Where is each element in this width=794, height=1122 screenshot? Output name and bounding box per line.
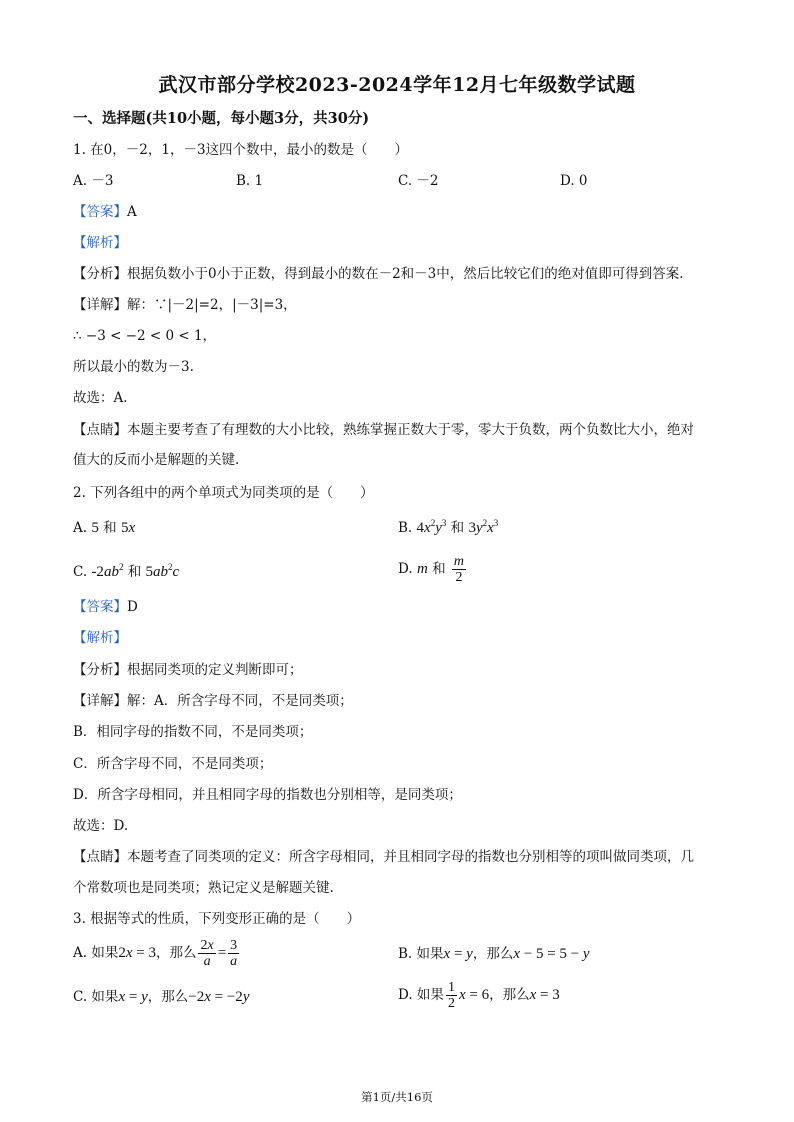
fenxi-text: 根据负数小于0小于正数，得到最小的数在－2和－3中，然后比较它们的绝对值即可得到答案. (127, 266, 684, 282)
connector: ，那么 (489, 987, 530, 1003)
fraction: $\frac{m}{2}$ (453, 554, 464, 585)
answer-value: D (127, 599, 138, 615)
q2-line-c: C．所含字母不同，不是同类项； (73, 756, 273, 772)
q1-answer (73, 203, 137, 221)
math-expr: $-2ab^2$ (91, 562, 124, 580)
q2-analysis-tag: 【解析】 (73, 630, 127, 646)
option-prefix: B. 如果 (398, 946, 444, 962)
q2-answer (73, 598, 138, 616)
q1-dianjing-1 (73, 421, 694, 439)
fenxi-tag: 【分析】 (73, 266, 127, 282)
option-label: A. (73, 520, 88, 536)
q2-option-d (398, 554, 468, 585)
connector: ，那么 (155, 945, 197, 961)
option-label: C. (73, 564, 88, 580)
q2-dianjing-2: 个常数项也是同类项；熟记定义是解题关键. (73, 880, 334, 896)
answer-tag: 【答案】 (73, 204, 127, 220)
q1-step2: ∴ −3 < −2 < 0 < 1， (73, 328, 217, 344)
detail-text: 解：A．所含字母不同，不是同类项； (127, 693, 353, 709)
detail-tag: 【详解】 (73, 693, 127, 709)
fenxi-tag: 【分析】 (73, 662, 127, 678)
dianjing-text: 本题考查了同类项的定义：所含字母相同，并且相同字母的指数也分别相等的项叫做同类项，几 (127, 849, 694, 865)
q2-option-b (398, 519, 498, 537)
q1-option-a: A. －3 (73, 173, 114, 189)
q2-detail (73, 692, 353, 710)
math-expr: $4x^2y^3$ (416, 518, 447, 536)
page-footer: 第1页/共16页 (361, 1090, 433, 1104)
q1-fenxi (73, 265, 684, 283)
q2-choose: 故选：D. (73, 818, 129, 834)
q2-fenxi (73, 661, 303, 679)
connector: ，那么 (147, 989, 189, 1005)
connector: ，那么 (472, 946, 514, 962)
math-expr: x = y (443, 946, 473, 962)
math-expr: x = 6 (458, 987, 490, 1003)
option-prefix: D. 如果 (398, 987, 444, 1003)
dianjing-tag: 【点睛】 (73, 422, 127, 438)
q1-dianjing-2: 值大的反而小是解题的关键. (73, 452, 240, 468)
answer-tag: 【答案】 (73, 599, 127, 615)
connector: 和 (103, 520, 117, 536)
math-expr: 2x = 3 (118, 945, 156, 961)
detail-tag: 【详解】 (73, 297, 127, 313)
q1-step3: 所以最小的数为－3. (73, 359, 194, 375)
q1-stem: 1. 在0，－2，1，－3这四个数中，最小的数是（ ） (73, 142, 409, 158)
fraction: $\frac{1}{2}$ (447, 980, 455, 1011)
q1-detail (73, 296, 297, 314)
option-prefix: C. 如果 (73, 989, 119, 1005)
connector: 和 (432, 561, 446, 577)
q2-dianjing-1 (73, 848, 694, 866)
q1-choose: 故选：A. (73, 390, 128, 406)
dianjing-tag: 【点睛】 (73, 849, 127, 865)
q3-stem: 3. 根据等式的性质，下列变形正确的是（ ） (73, 911, 361, 927)
math-expr: = (217, 945, 227, 961)
q2-line-b: B．相同字母的指数不同，不是同类项； (73, 724, 313, 740)
fraction: $\frac{2x}{a}$ (200, 938, 214, 969)
detail-text: 解：∵|－2|=2，|－3|=3， (127, 297, 297, 313)
math-expr: 5 (91, 520, 99, 536)
math-expr: x = y (118, 989, 148, 1005)
q1-option-b: B. 1 (236, 173, 264, 189)
answer-value: A (127, 204, 137, 220)
q1-option-d: D. 0 (560, 173, 588, 189)
option-label: B. (398, 520, 413, 536)
math-expr: 5x (120, 520, 136, 536)
q1-option-c: C. －2 (398, 173, 439, 189)
math-expr: $5ab^2c$ (145, 562, 180, 580)
page-title: 武汉市部分学校2023-2024学年12月七年级数学试题 (158, 74, 636, 96)
fraction: $\frac{3}{a}$ (230, 938, 238, 969)
math-expr: x = 3 (529, 987, 560, 1003)
math-expr: $3y^2x^3$ (468, 518, 499, 536)
math-expr: m (416, 561, 428, 577)
fenxi-text: 根据同类项的定义判断即可； (127, 662, 303, 678)
math-expr: −2x = −2y (188, 989, 250, 1005)
math-expr: x − 5 = 5 − y (513, 946, 590, 962)
option-label: D. (398, 561, 413, 577)
connector: 和 (450, 520, 465, 536)
q2-stem: 2. 下列各组中的两个单项式为同类项的是（ ） (73, 485, 374, 501)
q3-option-b (398, 945, 590, 963)
q2-line-d: D．所含字母相同，并且相同字母的指数也分别相等，是同类项； (73, 787, 462, 803)
q3-option-d (398, 980, 560, 1011)
q3-option-c (73, 988, 249, 1006)
section-heading: 一、选择题(共10小题，每小题3分，共30分) (73, 110, 370, 127)
dianjing-text: 本题主要考查了有理数的大小比较，熟练掌握正数大于零，零大于负数，两个负数比大小，绝对 (127, 422, 694, 438)
q1-analysis-tag: 【解析】 (73, 235, 127, 251)
q2-option-c (73, 563, 179, 581)
q3-option-a (73, 938, 241, 969)
q2-option-a (73, 519, 135, 537)
option-prefix: A. 如果 (73, 945, 119, 961)
connector: 和 (127, 564, 142, 580)
